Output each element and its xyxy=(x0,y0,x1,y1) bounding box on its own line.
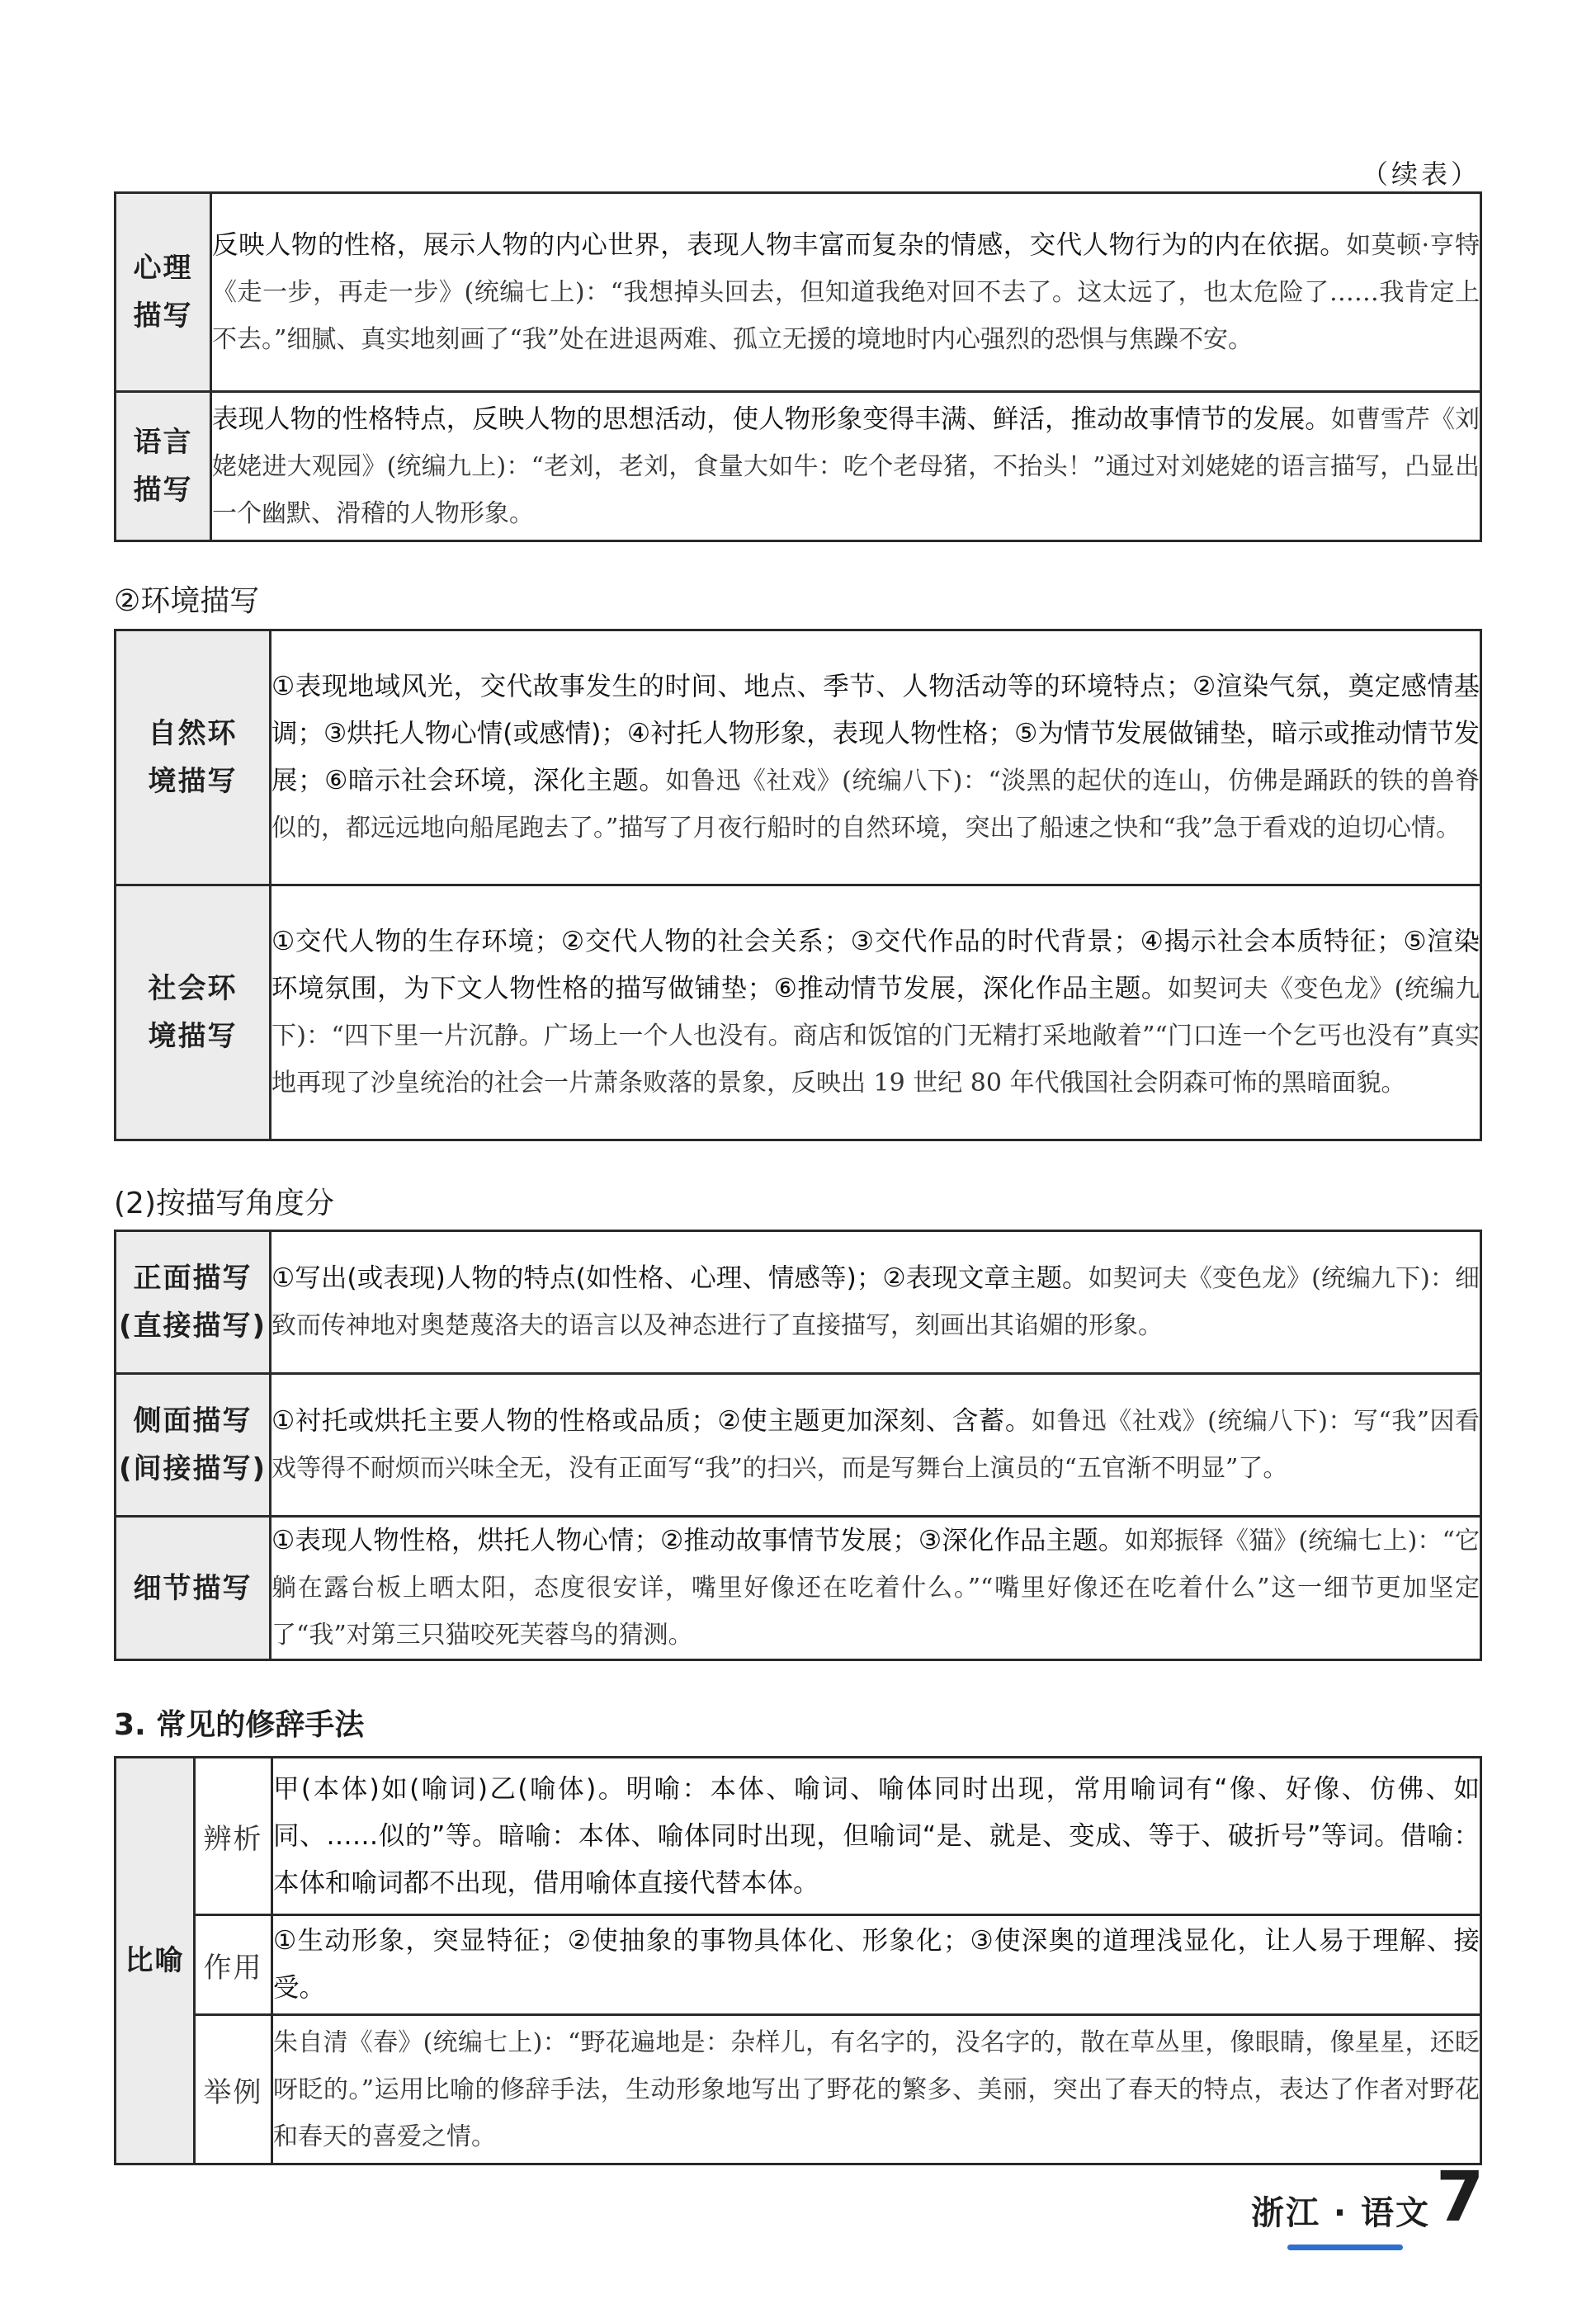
sub-label-analysis: 辨析 xyxy=(195,1758,272,1915)
row-example-text: 如郑振铎《猫》(统编七上)：“它躺在露台板上晒太阳，态度很安详，嘴里好像还在吃着什么。”“嘴里好像还在吃着什么”这一细节更加坚定了“我”对第三只猫咬死芙蓉鸟的猜测。 xyxy=(272,1527,1480,1650)
table-row xyxy=(116,885,1481,1140)
row-content-indirect xyxy=(271,1374,1481,1517)
row-label-language: 语言 描写 xyxy=(116,392,211,541)
row-example-text: 如契诃夫《变色龙》(统编九下)：细致而传神地对奥楚蔑洛夫的语言以及神态进行了直接描写，刻画出其谄媚的形象。 xyxy=(272,1264,1480,1340)
row-label-indirect: 侧面描写 (间接描写) xyxy=(116,1374,271,1517)
row-lead-text: 甲(本体)如(喻词)乙(喻体)。明喻：本体、喻词、喻体同时出现，常用喻词有“像、好像、仿佛、如同、……似的”等。暗喻：本体、喻体同时出现，但喻词“是、就是、变成、等于、破折号”等词。借喻：本体和喻词都不出现，借用喻体直接代替本体。 xyxy=(273,1773,1480,1898)
row-content-social-environment xyxy=(271,885,1481,1140)
sub-label-example: 举例 xyxy=(195,2015,272,2164)
table-row xyxy=(116,1758,1481,1915)
row-lead-text: ①生动形象，突显特征；②使抽象的事物具体化、形象化；③使深奥的道理浅显化，让人易于理解、接受。 xyxy=(273,1926,1480,2003)
row-content-detail xyxy=(271,1517,1481,1660)
row-content-analysis xyxy=(272,1758,1481,1915)
table-row xyxy=(116,2015,1481,2164)
table-row xyxy=(116,1915,1481,2015)
table-row xyxy=(116,392,1481,541)
row-content-direct xyxy=(271,1231,1481,1374)
row-lead-text: ①表现人物性格，烘托人物心情；②推动故事情节发展；③深化作品主题。 xyxy=(272,1526,1125,1555)
row-label-detail: 细节描写 xyxy=(116,1517,271,1660)
section-heading-environment: ②环境描写 xyxy=(114,584,260,618)
row-content-function xyxy=(272,1915,1481,2015)
table-row xyxy=(116,193,1481,392)
character-description-table xyxy=(114,191,1482,542)
row-example-text: 如曹雪芹《刘姥姥进大观园》(统编九上)：“老刘，老刘，食量大如牛：吃个老母猪，不抬头！”通过对刘姥姥的语言描写，凸显出一个幽默、滑稽的人物形象。 xyxy=(212,404,1480,528)
row-lead-text: ①衬托或烘托主要人物的性格或品质；②使主题更加深刻、含蓄。 xyxy=(272,1406,1032,1436)
row-label-direct: 正面描写 (直接描写) xyxy=(116,1231,271,1374)
row-lead-text: ①表现地域风光，交代故事发生的时间、地点、季节、人物活动等的环境特点；②渲染气氛，奠定感情基调；③烘托人物心情(或感情)；④衬托人物形象，表现人物性格；⑤为情节发展做铺垫，暗示或推动情节发展；⑥暗示社会环境，深化主题。 xyxy=(272,672,1480,795)
metaphor-label: 比喻 xyxy=(116,1758,195,2164)
row-lead-text: 反映人物的性格，展示人物的内心世界，表现人物丰富而复杂的情感，交代人物行为的内在依据。 xyxy=(212,229,1347,260)
section-heading-angle: (2)按描写角度分 xyxy=(114,1187,334,1220)
sub-label-function: 作用 xyxy=(195,1915,272,2015)
section-heading-rhetoric: 3. 常见的修辞手法 xyxy=(114,1708,365,1742)
continued-label: （续表） xyxy=(1362,158,1481,190)
environment-description-table xyxy=(114,629,1482,1141)
row-content-language xyxy=(211,392,1481,541)
rhetoric-metaphor-table xyxy=(114,1756,1482,2165)
row-lead-text: ①交代人物的生存环境；②交代人物的社会关系；③交代作品的时代背景；④揭示社会本质特征；⑤渲染环境氛围，为下文人物性格的描写做铺垫；⑥推动情节发展，深化作品主题。 xyxy=(272,927,1480,1003)
table-row xyxy=(116,1374,1481,1517)
table-row xyxy=(116,1231,1481,1374)
table-row xyxy=(116,1517,1481,1660)
row-lead-text: 表现人物的性格特点，反映人物的思想活动，使人物形象变得丰满、鲜活，推动故事情节的发展。 xyxy=(212,404,1331,434)
row-content-psychology xyxy=(211,193,1481,392)
footer-subject-label: 浙江 · 语文 xyxy=(1251,2194,1431,2232)
footer-underline xyxy=(1287,2245,1403,2250)
row-example-text: 如契诃夫《变色龙》(统编九下)：“四下里一片沉静。广场上一个人也没有。商店和饭馆的门无精打采地敞着”“门口连一个乞丐也没有”真实地再现了沙皇统治的社会一片萧条败落的景象，反映出 19 世纪 80 年代俄国社会阴森可怖的黑暗面貌。 xyxy=(272,975,1480,1097)
page-number: 7 xyxy=(1436,2156,1485,2237)
row-example-text: 如鲁迅《社戏》(统编八下)：写“我”因看戏等得不耐烦而兴味全无，没有正面写“我”的扫兴，而是写舞台上演员的“五官渐不明显”了。 xyxy=(272,1407,1480,1483)
row-content-natural-environment xyxy=(271,630,1481,885)
row-label-psychology: 心理 描写 xyxy=(116,193,211,392)
angle-description-table xyxy=(114,1230,1482,1661)
row-example-text: 如鲁迅《社戏》(统编八下)：“淡黑的起伏的连山，仿佛是踊跃的铁的兽脊似的，都远远地向船尾跑去了。”描写了月夜行船时的自然环境，突出了船速之快和“我”急于看戏的迫切心情。 xyxy=(272,767,1480,843)
row-example-text: 朱自清《春》(统编七上)：“野花遍地是：杂样儿，有名字的，没名字的，散在草丛里，像眼睛，像星星，还眨呀眨的。”运用比喻的修辞手法，生动形象地写出了野花的繁多、美丽，突出了春天的特点，表达了作者对野花和春天的喜爱之情。 xyxy=(273,2027,1480,2151)
row-lead-text: ①写出(或表现)人物的特点(如性格、心理、情感等)；②表现文章主题。 xyxy=(272,1263,1088,1293)
row-label-social-environment: 社会环 境描写 xyxy=(116,885,271,1140)
table-row xyxy=(116,630,1481,885)
row-content-example xyxy=(272,2015,1481,2164)
row-example-text: 如莫顿·亨特《走一步，再走一步》(统编七上)：“我想掉头回去，但知道我绝对回不去了。这太远了，也太危险了……我肯定上不去。”细腻、真实地刻画了“我”处在进退两难、孤立无援的境地时内心强烈的恐惧与焦躁不安。 xyxy=(212,230,1480,354)
row-label-natural-environment: 自然环 境描写 xyxy=(116,630,271,885)
